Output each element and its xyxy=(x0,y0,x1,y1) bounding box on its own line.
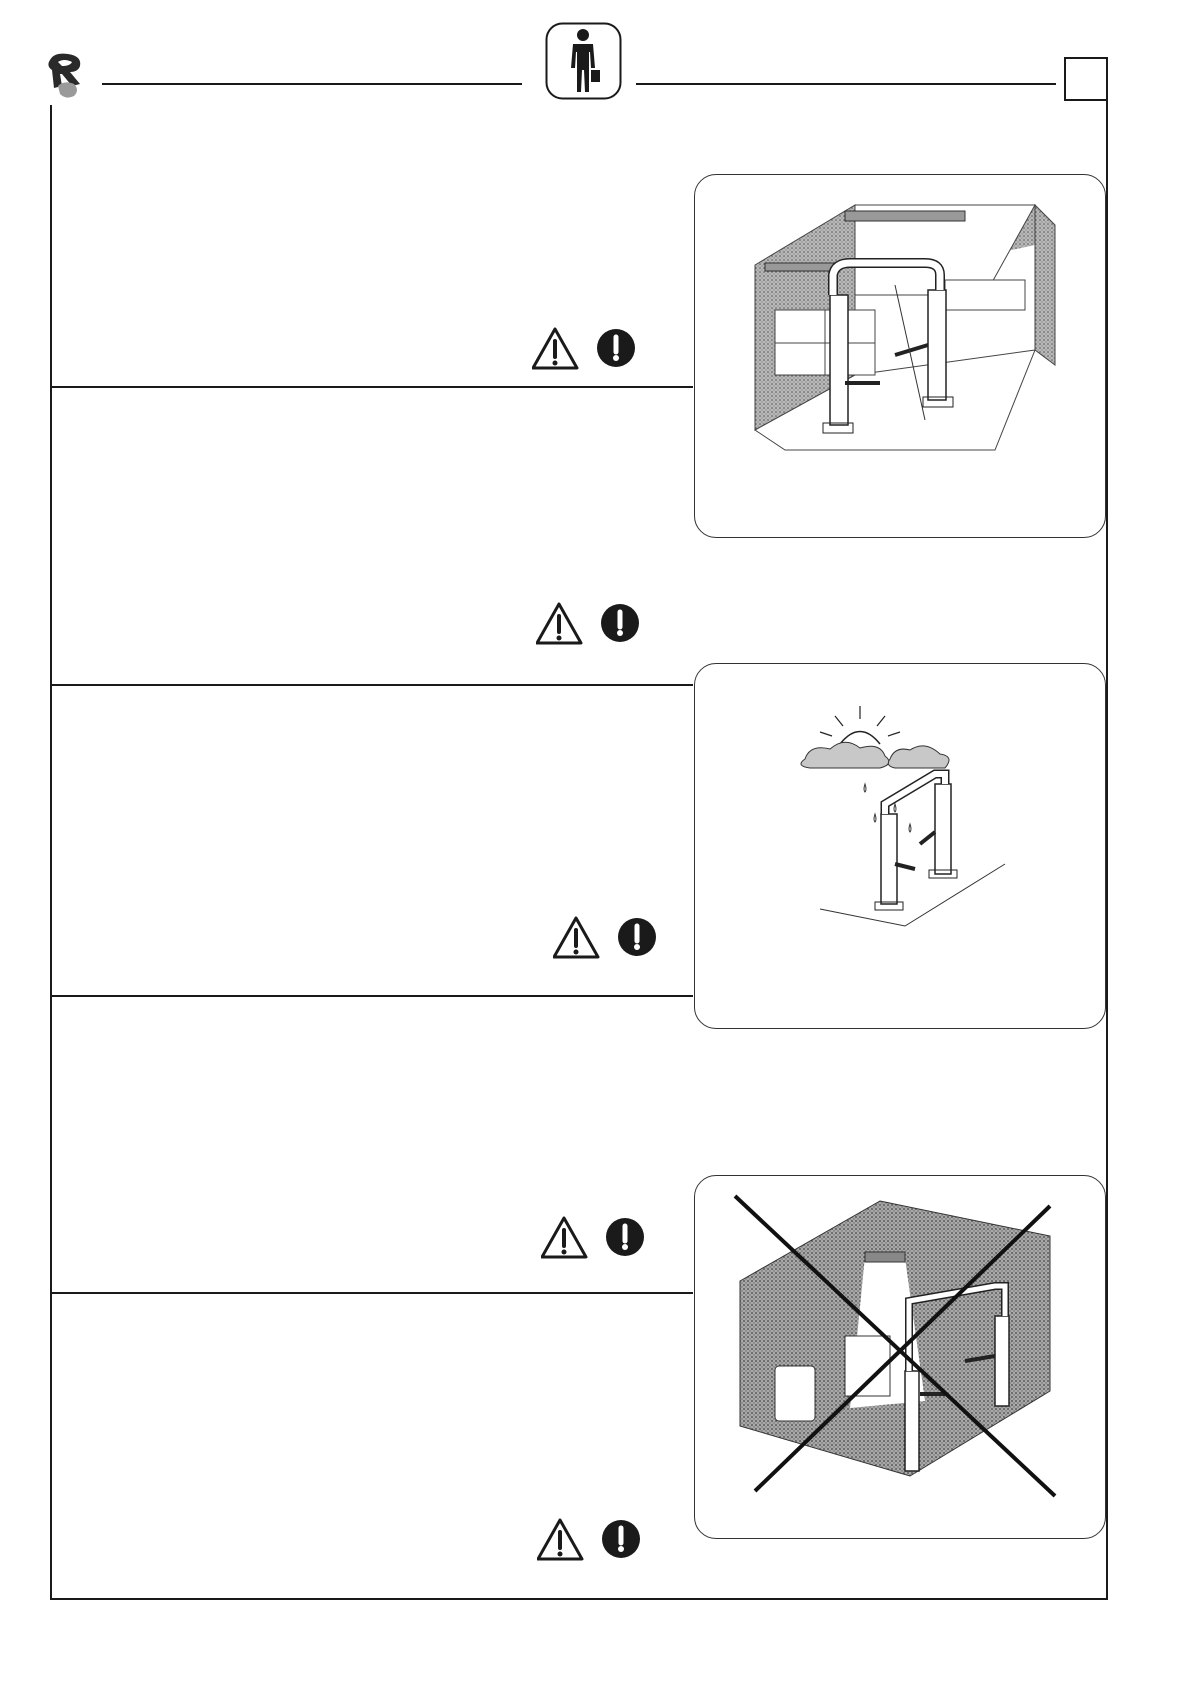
frame-left-border xyxy=(50,105,52,1600)
warning-pair-2 xyxy=(536,601,646,647)
header-rule-right xyxy=(636,83,1056,85)
frame-right-border xyxy=(1106,101,1108,1600)
brand-logo-icon xyxy=(44,50,94,102)
section-divider-3 xyxy=(50,995,693,997)
warning-pair-3 xyxy=(553,915,663,961)
indoor-lift-installation-illustration xyxy=(694,174,1106,538)
warning-pair-5 xyxy=(537,1517,647,1563)
frame-bottom-border xyxy=(50,1598,1108,1600)
outdoor-lift-weather-illustration xyxy=(694,663,1106,1029)
section-divider-1 xyxy=(50,386,693,388)
operator-person-icon xyxy=(545,22,622,100)
section-divider-2 xyxy=(50,684,693,686)
warning-pair-4 xyxy=(541,1215,651,1261)
page-number-box xyxy=(1064,57,1108,101)
prohibited-explosive-environment-illustration xyxy=(694,1175,1106,1539)
header-rule-left xyxy=(102,83,522,85)
warning-pair-1 xyxy=(532,326,642,372)
section-divider-4 xyxy=(50,1292,693,1294)
